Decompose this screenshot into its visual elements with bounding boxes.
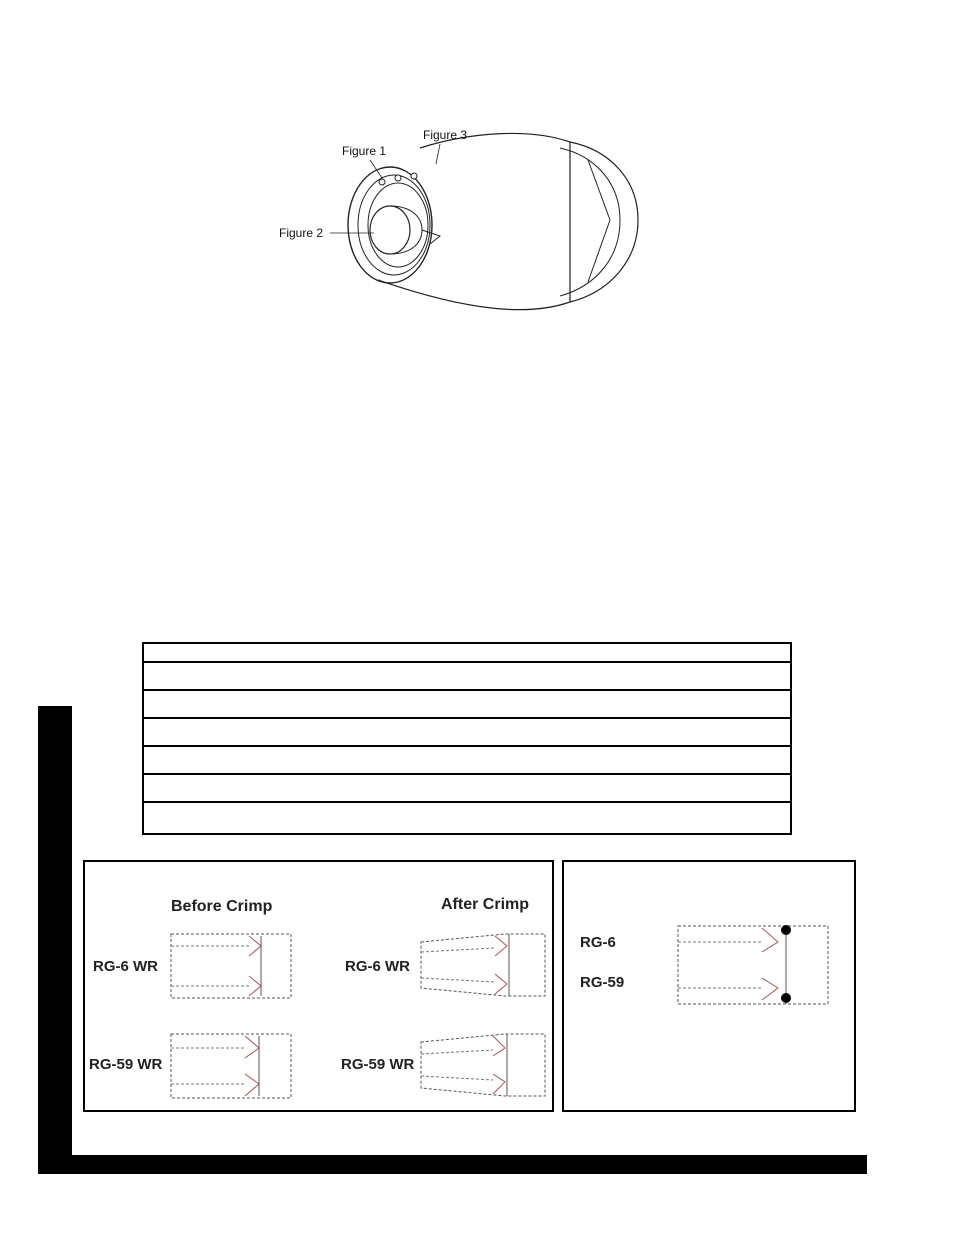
table-row bbox=[144, 719, 790, 747]
figure-1-label: Figure 1 bbox=[342, 144, 387, 158]
table-row bbox=[144, 644, 790, 663]
table-row bbox=[144, 775, 790, 803]
before-rg59-connector-drawing bbox=[169, 1030, 297, 1102]
data-table bbox=[142, 642, 792, 835]
figure-3-label: Figure 3 bbox=[423, 128, 468, 142]
table-row bbox=[144, 663, 790, 691]
page-bottom-bar bbox=[38, 1155, 867, 1174]
before-rg59-label: RG-59 WR bbox=[89, 1056, 163, 1073]
figure-2-label: Figure 2 bbox=[279, 226, 324, 240]
after-rg6-label: RG-6 WR bbox=[345, 958, 410, 975]
after-rg59-connector-drawing bbox=[419, 1028, 549, 1102]
o-ring-panel bbox=[562, 860, 856, 1112]
connector-illustration bbox=[270, 120, 650, 320]
before-rg6-label: RG-6 WR bbox=[93, 958, 158, 975]
after-crimp-title: After Crimp bbox=[441, 896, 530, 913]
crimp-comparison-panel bbox=[83, 860, 554, 1112]
o-ring-connector-drawing bbox=[676, 920, 832, 1010]
table-row bbox=[144, 747, 790, 775]
table-row bbox=[144, 691, 790, 719]
before-rg6-connector-drawing bbox=[169, 930, 297, 1002]
before-crimp-title: Before Crimp bbox=[171, 898, 273, 915]
rg59-label: RG-59 bbox=[580, 974, 625, 991]
rg6-label: RG-6 bbox=[580, 934, 616, 951]
page-side-bar bbox=[38, 706, 72, 1174]
after-rg6-connector-drawing bbox=[419, 928, 549, 1002]
connector-drawing bbox=[270, 120, 650, 320]
after-rg59-label: RG-59 WR bbox=[341, 1056, 415, 1073]
